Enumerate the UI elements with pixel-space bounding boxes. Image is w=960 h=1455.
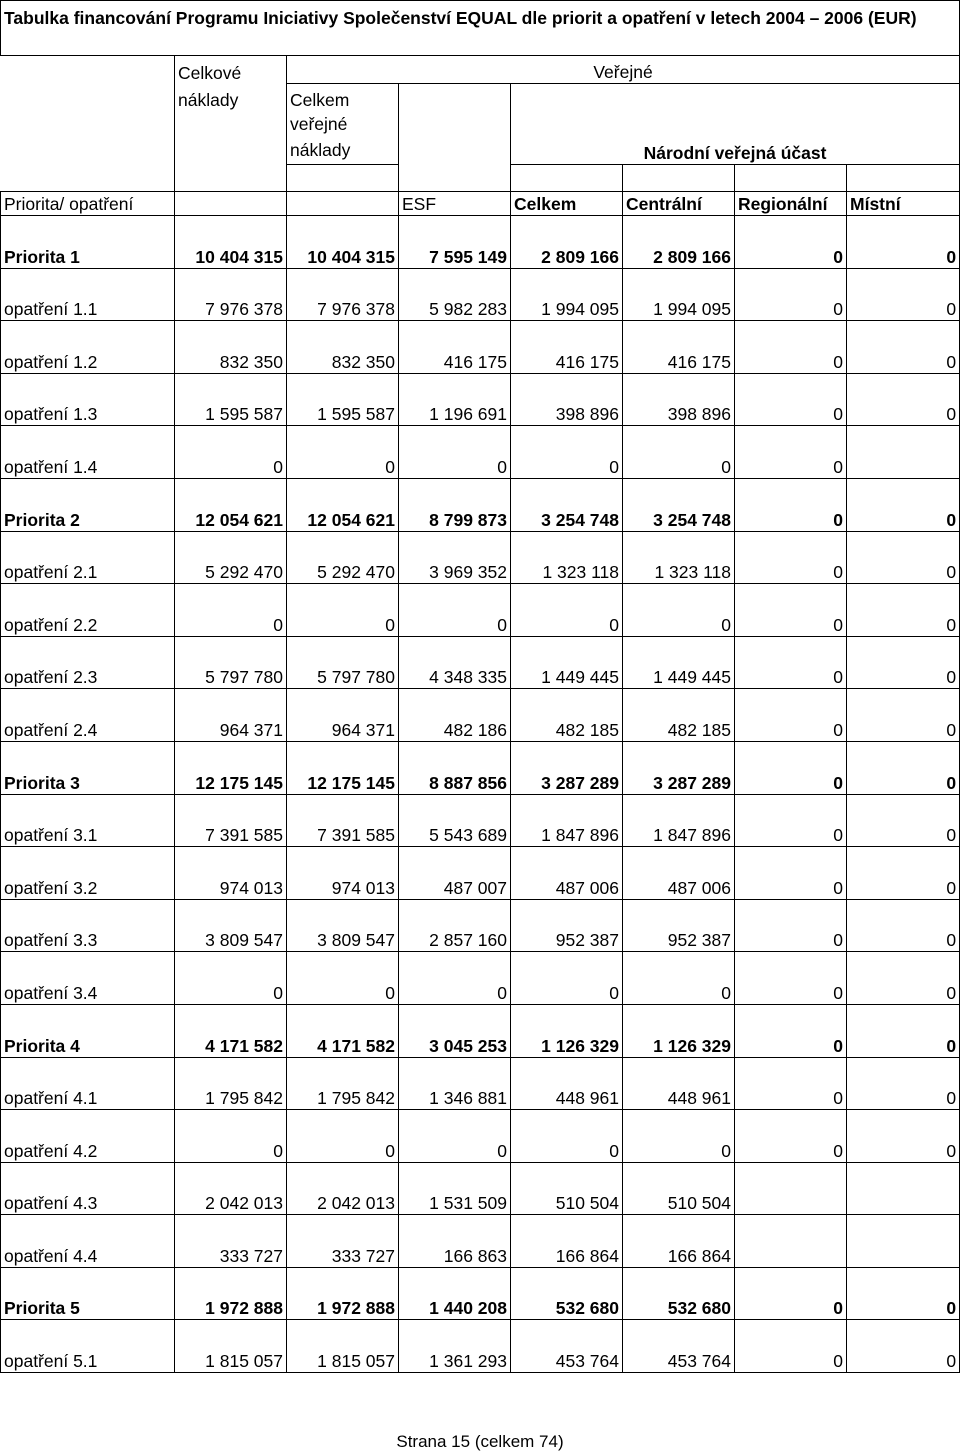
header-centralni: Centrální [623, 192, 735, 216]
row-value: 0 [847, 321, 960, 374]
table-row [1, 952, 960, 1005]
row-label: opatření 1.2 [1, 321, 175, 374]
row-value: 482 185 [623, 689, 735, 742]
row-label: opatření 4.4 [1, 1215, 175, 1268]
row-value: 7 391 585 [175, 794, 287, 847]
table-row [1, 1110, 960, 1163]
row-value: 5 543 689 [399, 794, 511, 847]
row-value: 0 [399, 584, 511, 637]
row-value: 0 [847, 1267, 960, 1320]
row-value: 0 [847, 636, 960, 689]
row-value: 974 013 [175, 847, 287, 900]
row-value: 1 994 095 [623, 268, 735, 321]
row-value: 2 042 013 [175, 1162, 287, 1215]
row-value: 0 [847, 1110, 960, 1163]
row-label: opatření 3.1 [1, 794, 175, 847]
row-value: 0 [175, 426, 287, 479]
row-value: 5 292 470 [175, 531, 287, 584]
row-label: opatření 4.3 [1, 1162, 175, 1215]
row-value: 8 887 856 [399, 741, 511, 794]
row-value: 0 [847, 1004, 960, 1057]
row-value: 166 863 [399, 1215, 511, 1268]
row-value: 974 013 [287, 847, 399, 900]
row-value: 0 [399, 426, 511, 479]
page-footer: Strana 15 (celkem 74) [396, 1432, 564, 1451]
row-value: 532 680 [623, 1267, 735, 1320]
row-value: 0 [735, 636, 847, 689]
header-celkem-verejne-1: Celkem [287, 84, 399, 111]
row-value: 2 809 166 [623, 216, 735, 269]
row-value: 532 680 [511, 1267, 623, 1320]
row-value: 1 531 509 [399, 1162, 511, 1215]
row-label: opatření 5.1 [1, 1320, 175, 1373]
row-label: Priorita 5 [1, 1267, 175, 1320]
table-row [1, 1215, 960, 1268]
header-mistni: Místní [847, 192, 960, 216]
row-value: 0 [847, 478, 960, 531]
row-value: 0 [399, 1110, 511, 1163]
table-row [1, 1267, 960, 1320]
row-value: 10 404 315 [175, 216, 287, 269]
table-row [1, 216, 960, 269]
row-value: 0 [735, 952, 847, 1005]
row-value: 487 007 [399, 847, 511, 900]
row-value: 453 764 [623, 1320, 735, 1373]
row-value: 4 171 582 [175, 1004, 287, 1057]
row-value: 5 797 780 [287, 636, 399, 689]
row-value: 7 595 149 [399, 216, 511, 269]
table-row [1, 1004, 960, 1057]
row-value: 333 727 [175, 1215, 287, 1268]
row-value: 8 799 873 [399, 478, 511, 531]
row-value: 4 348 335 [399, 636, 511, 689]
row-value: 0 [735, 478, 847, 531]
row-value: 12 054 621 [175, 478, 287, 531]
row-value: 166 864 [511, 1215, 623, 1268]
row-label: opatření 3.4 [1, 952, 175, 1005]
row-value: 1 972 888 [287, 1267, 399, 1320]
row-value: 1 346 881 [399, 1057, 511, 1110]
row-value: 0 [287, 426, 399, 479]
row-value: 1 440 208 [399, 1267, 511, 1320]
row-value: 0 [735, 268, 847, 321]
row-value: 10 404 315 [287, 216, 399, 269]
row-value: 0 [623, 426, 735, 479]
header-naklady: náklady [175, 84, 287, 111]
row-value: 5 292 470 [287, 531, 399, 584]
row-value: 12 175 145 [175, 741, 287, 794]
row-value: 3 045 253 [399, 1004, 511, 1057]
table-row [1, 689, 960, 742]
row-value: 1 595 587 [287, 373, 399, 426]
row-value: 3 969 352 [399, 531, 511, 584]
row-value: 3 809 547 [175, 899, 287, 952]
row-value: 0 [175, 1110, 287, 1163]
row-value: 0 [847, 584, 960, 637]
row-value: 1 323 118 [511, 531, 623, 584]
row-value: 0 [623, 584, 735, 637]
row-value: 0 [735, 1004, 847, 1057]
row-value: 2 042 013 [287, 1162, 399, 1215]
row-value: 416 175 [623, 321, 735, 374]
row-value: 0 [735, 584, 847, 637]
row-value: 3 254 748 [511, 478, 623, 531]
row-value: 5 797 780 [175, 636, 287, 689]
table-row [1, 794, 960, 847]
row-value: 398 896 [511, 373, 623, 426]
table-row [1, 847, 960, 900]
row-value: 453 764 [511, 1320, 623, 1373]
row-value: 0 [847, 216, 960, 269]
row-value: 1 126 329 [511, 1004, 623, 1057]
row-value: 7 976 378 [175, 268, 287, 321]
row-label: Priorita 4 [1, 1004, 175, 1057]
row-value: 1 847 896 [511, 794, 623, 847]
table-row [1, 426, 960, 479]
row-value: 1 361 293 [399, 1320, 511, 1373]
row-value: 0 [735, 373, 847, 426]
table-row [1, 584, 960, 637]
row-value: 3 287 289 [623, 741, 735, 794]
row-value: 0 [511, 584, 623, 637]
row-value: 12 175 145 [287, 741, 399, 794]
row-value: 0 [847, 794, 960, 847]
row-value: 0 [399, 952, 511, 1005]
row-value: 487 006 [511, 847, 623, 900]
row-value: 0 [847, 899, 960, 952]
row-value: 3 287 289 [511, 741, 623, 794]
table-row [1, 1320, 960, 1373]
row-value: 2 809 166 [511, 216, 623, 269]
row-value: 0 [735, 321, 847, 374]
row-label: Priorita 3 [1, 741, 175, 794]
row-value: 0 [735, 1057, 847, 1110]
row-value: 398 896 [623, 373, 735, 426]
row-value: 12 054 621 [287, 478, 399, 531]
row-value: 333 727 [287, 1215, 399, 1268]
header-celkem-verejne-2: veřejné [290, 113, 348, 134]
row-value: 0 [847, 952, 960, 1005]
table-row [1, 321, 960, 374]
row-value: 0 [511, 952, 623, 1005]
row-label: opatření 2.2 [1, 584, 175, 637]
table-row [1, 899, 960, 952]
row-value: 482 186 [399, 689, 511, 742]
row-label: opatření 4.1 [1, 1057, 175, 1110]
row-value: 0 [735, 1267, 847, 1320]
row-value: 1 815 057 [287, 1320, 399, 1373]
row-value: 1 847 896 [623, 794, 735, 847]
row-label: Priorita 1 [1, 216, 175, 269]
row-value: 1 795 842 [287, 1057, 399, 1110]
row-value: 0 [175, 584, 287, 637]
row-value: 487 006 [623, 847, 735, 900]
row-value: 1 972 888 [175, 1267, 287, 1320]
row-value: 1 595 587 [175, 373, 287, 426]
header-celkem: Celkem [511, 192, 623, 216]
row-value: 0 [735, 899, 847, 952]
row-value: 0 [735, 1110, 847, 1163]
row-label: opatření 1.1 [1, 268, 175, 321]
row-label: opatření 1.3 [1, 373, 175, 426]
row-value: 952 387 [623, 899, 735, 952]
row-value: 0 [847, 741, 960, 794]
row-value: 0 [735, 216, 847, 269]
row-label: Priorita 2 [1, 478, 175, 531]
row-value: 1 323 118 [623, 531, 735, 584]
row-value: 0 [735, 426, 847, 479]
row-label: opatření 2.4 [1, 689, 175, 742]
row-value: 952 387 [511, 899, 623, 952]
row-value: 0 [287, 1110, 399, 1163]
row-label: opatření 2.3 [1, 636, 175, 689]
row-value: 0 [735, 741, 847, 794]
row-value: 5 982 283 [399, 268, 511, 321]
row-value: 1 994 095 [511, 268, 623, 321]
row-value: 0 [847, 689, 960, 742]
row-value [735, 1215, 847, 1268]
row-value: 1 815 057 [175, 1320, 287, 1373]
table-row [1, 478, 960, 531]
table-row [1, 1162, 960, 1215]
row-label: opatření 3.2 [1, 847, 175, 900]
row-value: 7 391 585 [287, 794, 399, 847]
row-value: 4 171 582 [287, 1004, 399, 1057]
table-row [1, 268, 960, 321]
row-value: 0 [511, 1110, 623, 1163]
row-value: 2 857 160 [399, 899, 511, 952]
row-value [847, 1215, 960, 1268]
row-value: 0 [287, 584, 399, 637]
row-value: 964 371 [175, 689, 287, 742]
table-title: Tabulka financování Programu Iniciativy Společenství EQUAL dle priorit a opatření v letech 2004 – 2006 (EUR) [1, 1, 960, 56]
table-row [1, 1057, 960, 1110]
row-value: 0 [847, 1320, 960, 1373]
row-value: 0 [847, 373, 960, 426]
row-value: 1 449 445 [623, 636, 735, 689]
row-value: 7 976 378 [287, 268, 399, 321]
row-value: 3 809 547 [287, 899, 399, 952]
row-value: 832 350 [287, 321, 399, 374]
row-value: 1 449 445 [511, 636, 623, 689]
row-value: 0 [735, 531, 847, 584]
row-value [847, 1162, 960, 1215]
row-value: 0 [847, 847, 960, 900]
header-verejne: Veřejné [287, 56, 960, 84]
header-esf: ESF [399, 192, 511, 216]
row-value [847, 426, 960, 479]
row-value: 0 [623, 1110, 735, 1163]
row-value: 964 371 [287, 689, 399, 742]
row-value: 0 [735, 794, 847, 847]
table-row [1, 373, 960, 426]
row-value: 0 [623, 952, 735, 1005]
row-value: 0 [847, 268, 960, 321]
row-value: 0 [735, 689, 847, 742]
row-value: 510 504 [623, 1162, 735, 1215]
row-label: opatření 3.3 [1, 899, 175, 952]
row-value: 3 254 748 [623, 478, 735, 531]
row-value: 416 175 [511, 321, 623, 374]
header-narodni-verejna-ucast: Národní veřejná účast [511, 111, 960, 165]
header-celkem-verejne-3: náklady [290, 139, 351, 160]
row-value: 0 [175, 952, 287, 1005]
header-celkove-naklady: Celkové [175, 56, 287, 84]
row-label: opatření 1.4 [1, 426, 175, 479]
row-value: 448 961 [511, 1057, 623, 1110]
row-value: 416 175 [399, 321, 511, 374]
header-regionalni: Regionální [735, 192, 847, 216]
row-value: 0 [847, 531, 960, 584]
row-value: 1 126 329 [623, 1004, 735, 1057]
table-row [1, 531, 960, 584]
row-value: 0 [511, 426, 623, 479]
table-row [1, 741, 960, 794]
row-value: 448 961 [623, 1057, 735, 1110]
header-priorita-opatreni: Priorita/ opatření [1, 192, 175, 216]
row-value: 482 185 [511, 689, 623, 742]
row-value: 510 504 [511, 1162, 623, 1215]
row-value: 0 [735, 1320, 847, 1373]
row-value: 166 864 [623, 1215, 735, 1268]
row-label: opatření 4.2 [1, 1110, 175, 1163]
row-value: 1 795 842 [175, 1057, 287, 1110]
row-value [735, 1162, 847, 1215]
row-label: opatření 2.1 [1, 531, 175, 584]
row-value: 0 [287, 952, 399, 1005]
table-row [1, 636, 960, 689]
row-value: 832 350 [175, 321, 287, 374]
row-value: 1 196 691 [399, 373, 511, 426]
row-value: 0 [735, 847, 847, 900]
row-value: 0 [847, 1057, 960, 1110]
